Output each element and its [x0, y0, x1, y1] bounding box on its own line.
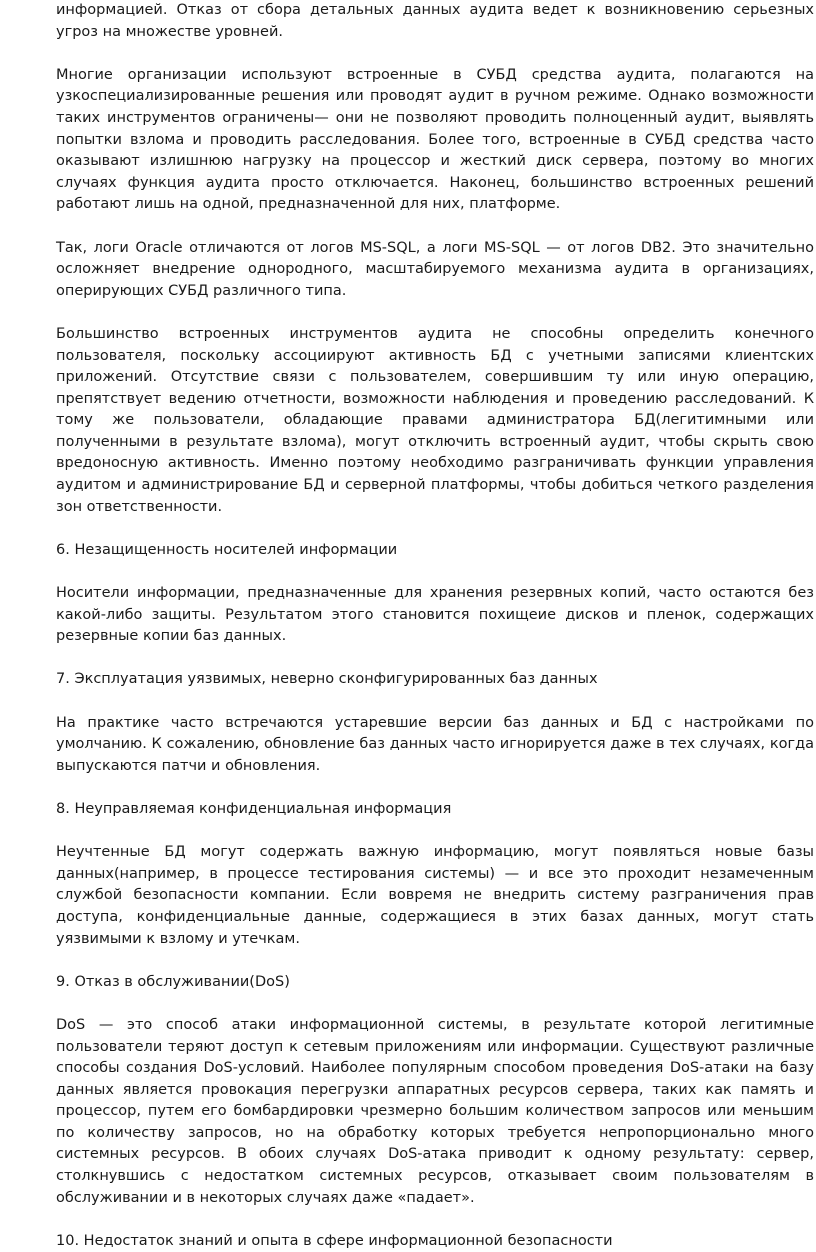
- paragraph-audit-intro: информацией. Отказ от сбора детальных данных аудита ведет к возникновению серьезных угроз на множестве уровней.: [56, 2, 814, 40]
- paragraph-end-user: Большинство встроенных инструментов аудита не способны определить конечного пользователя, поскольку ассоциируют активность БД с учетными записями клиентских приложений. Отсутствие связи с пользователем, совершившим ту или иную операцию, препятствует ведению отчетности, возможности наблюдения и проведению расследований. К тому же пользователи, обладающие правами администратора БД(легитимными или полученными в результате взлома), могут отключить встроенный аудит, чтобы скрыть свою вредоносную активность. Именно поэтому необходимо разграничивать функции управления аудитом и администрирование БД и серверной платформы, чтобы добиться четкого разделения зон ответственности.: [56, 325, 814, 515]
- paragraph-backup-media: Носители информации, предназначенные для хранения резервных копий, часто остаются без какой-либо защиты. Результатом этого становится похищеие дисков и пленок, содержащих резервные копии баз данных.: [56, 585, 814, 645]
- section-heading-9: 9. Отказ в обслуживании(DoS): [56, 973, 290, 990]
- paragraph-builtin-audit: Многие организации используют встроенные в СУБД средства аудита, полагаются на узкоспециализированные решения или проводят аудит в ручном режиме. Однако возможности таких инструментов ограничены— они не позволяют проводить полноценный аудит, выявлять попытки взлома и проводить расследования. Более того, встроенные в СУБД средства часто оказывают излишнюю нагрузку на процессор и жесткий диск сервера, поэтому во многих случаях функция аудита просто отключается. Наконец, большинство встроенных решений работают лишь на одной, предназначенной для них, платформе.: [56, 66, 814, 213]
- document-page: [56, 0, 814, 1252]
- section-heading-10: 10. Недостаток знаний и опыта в сфере информационной безопасности: [56, 1232, 613, 1249]
- paragraph-log-formats: Так, логи Oracle отличаются от логов MS-SQL, а логи MS-SQL — от логов DB2. Это значительно осложняет внедрение однородного, масштабируемого механизма аудита в организациях, оперирующих СУБД различного типа.: [56, 239, 814, 299]
- section-heading-7: 7. Эксплуатация уязвимых, неверно сконфигурированных баз данных: [56, 671, 598, 688]
- section-heading-8: 8. Неуправляемая конфиденциальная информация: [56, 800, 452, 817]
- paragraph-dos: DoS — это способ атаки информационной системы, в результате которой легитимные пользователи теряют доступ к сетевым приложениям или информации. Существуют различные способы создания DoS-условий. Наиболее популярным способом проведения DoS-атаки на базу данных является провокация перегрузки аппаратных ресурсов сервера, таких как память и процессор, путем его бомбардировки чрезмерно большим количеством запросов или меньшим по количеству запросов, но на обработку которых требуется непропорционально много системных ресурсов. В обоих случаях DoS-атака приводит к одному результату: сервер, столкнувшись с недостатком системных ресурсов, отказывает своим пользователям в обслуживании и в некоторых случаях даже «падает».: [56, 1016, 814, 1206]
- section-heading-6: 6. Незащищенность носителей информации: [56, 541, 398, 558]
- paragraph-outdated-versions: На практике часто встречаются устаревшие версии баз данных и БД с настройками по умолчанию. К сожалению, обновление баз данных часто игнорируется даже в тех случаях, когда выпускаются патчи и обновления.: [56, 714, 814, 774]
- paragraph-unmanaged-data: Неучтенные БД могут содержать важную информацию, могут появляться новые базы данных(например, в процессе тестирования системы) — и все это проходит незамеченным службой безопасности компании. Если вовремя не внедрить систему разграничения прав доступа, конфиденциальные данные, содержащиеся в этих базах данных, могут стать уязвимыми к взлому и утечкам.: [56, 844, 814, 947]
